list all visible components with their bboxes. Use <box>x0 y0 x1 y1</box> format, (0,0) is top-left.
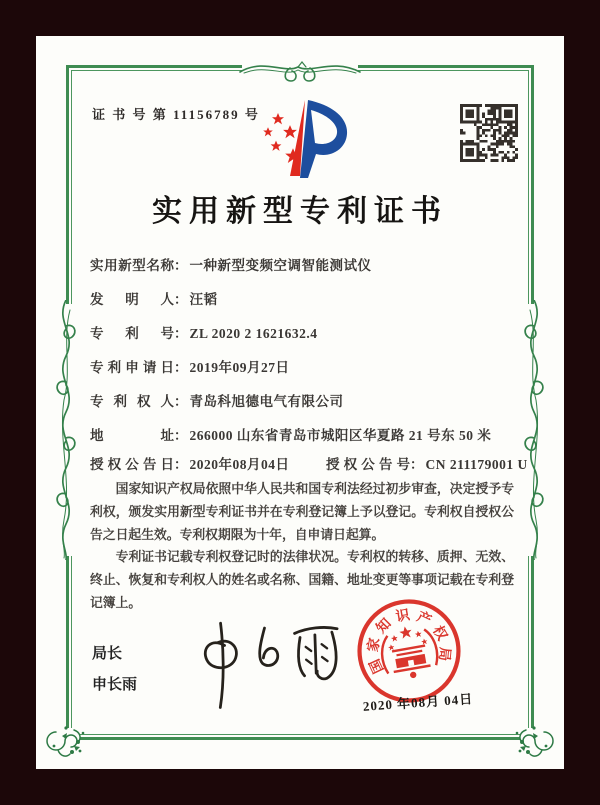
officer-title: 局长 <box>92 645 123 662</box>
field-label: 授权公告日 <box>90 457 174 472</box>
field-label: 专利权人 <box>90 394 174 409</box>
field-label: 地址 <box>90 428 174 443</box>
field-row-address <box>90 424 524 444</box>
label-colon: ： <box>174 292 188 307</box>
cnipa-patent-logo-icon <box>252 96 356 182</box>
officer-signature <box>184 611 357 713</box>
field-row-filing-date <box>90 356 524 376</box>
svg-text:知: 知 <box>374 616 395 637</box>
field-row-grant <box>90 453 528 473</box>
field-row-patent-number <box>90 322 524 342</box>
label-colon: ： <box>410 457 424 472</box>
certificate-title: 实用新型专利证书 <box>152 195 448 228</box>
svg-text:局: 局 <box>435 646 452 662</box>
svg-text:识: 识 <box>394 608 412 626</box>
svg-text:产: 产 <box>414 609 434 630</box>
right-flourish-ornament <box>520 300 548 560</box>
label-colon: ： <box>174 457 188 472</box>
label-colon: ： <box>174 258 188 273</box>
field-value: CN 211179001 U <box>425 457 528 472</box>
svg-text:家: 家 <box>366 636 384 654</box>
certificate-paper <box>36 36 564 769</box>
field-value: 汪韬 <box>189 292 218 307</box>
label-colon: ： <box>174 326 188 341</box>
grant-number-pair <box>326 453 528 473</box>
bottom-right-corner-ornament <box>510 718 556 764</box>
label-colon: ： <box>174 428 188 443</box>
field-value: 2020年08月04日 <box>189 457 290 472</box>
officer-block <box>92 638 137 700</box>
grant-date-pair <box>90 457 290 472</box>
label-colon: ： <box>174 394 188 409</box>
svg-text:权: 权 <box>429 623 450 644</box>
svg-text:国: 国 <box>367 656 388 676</box>
legal-paragraph: 专利证书记载专利权登记时的法律状况。专利权的转移、质押、无效、终止、恢复和专利权人的姓名或名称、国籍、地址变更等事项记载在专利登记簿上。 <box>90 550 514 610</box>
left-flourish-ornament <box>52 300 80 560</box>
bottom-left-corner-ornament <box>44 718 90 764</box>
certificate-number: 证 书 号 第 11156789 号 <box>92 107 260 122</box>
field-row-patentee <box>90 390 524 410</box>
top-flourish-ornament <box>238 48 362 84</box>
field-value: 2019年09月27日 <box>189 360 290 375</box>
field-value: 青岛科旭德电气有限公司 <box>189 394 344 409</box>
field-label: 发明人 <box>90 292 174 307</box>
field-row-inventor <box>90 288 524 308</box>
officer-name: 申长雨 <box>92 676 138 693</box>
seal-date: 2020 年08月 04日 <box>362 691 474 714</box>
label-colon: ： <box>174 360 188 375</box>
field-label: 实用新型名称 <box>90 258 174 273</box>
field-value: 266000 山东省青岛市城阳区华夏路 21 号东 50 米 <box>189 428 492 443</box>
field-label: 授权公告号 <box>326 457 410 472</box>
field-label: 专利号 <box>90 326 174 341</box>
field-label: 专利申请日 <box>90 360 174 375</box>
field-value: 一种新型变频空调智能测试仪 <box>189 258 372 273</box>
field-row-name <box>90 254 524 274</box>
legal-paragraph: 国家知识产权局依照中华人民共和国专利法经过初步审查，决定授予专利权，颁发实用新型专利证书并在专利登记簿上予以登记。专利权自授权公告之日起生效。专利权期限为十年，自申请日起算。 <box>90 482 514 542</box>
field-value: ZL 2020 2 1621632.4 <box>189 326 318 341</box>
qr-code <box>460 104 518 162</box>
